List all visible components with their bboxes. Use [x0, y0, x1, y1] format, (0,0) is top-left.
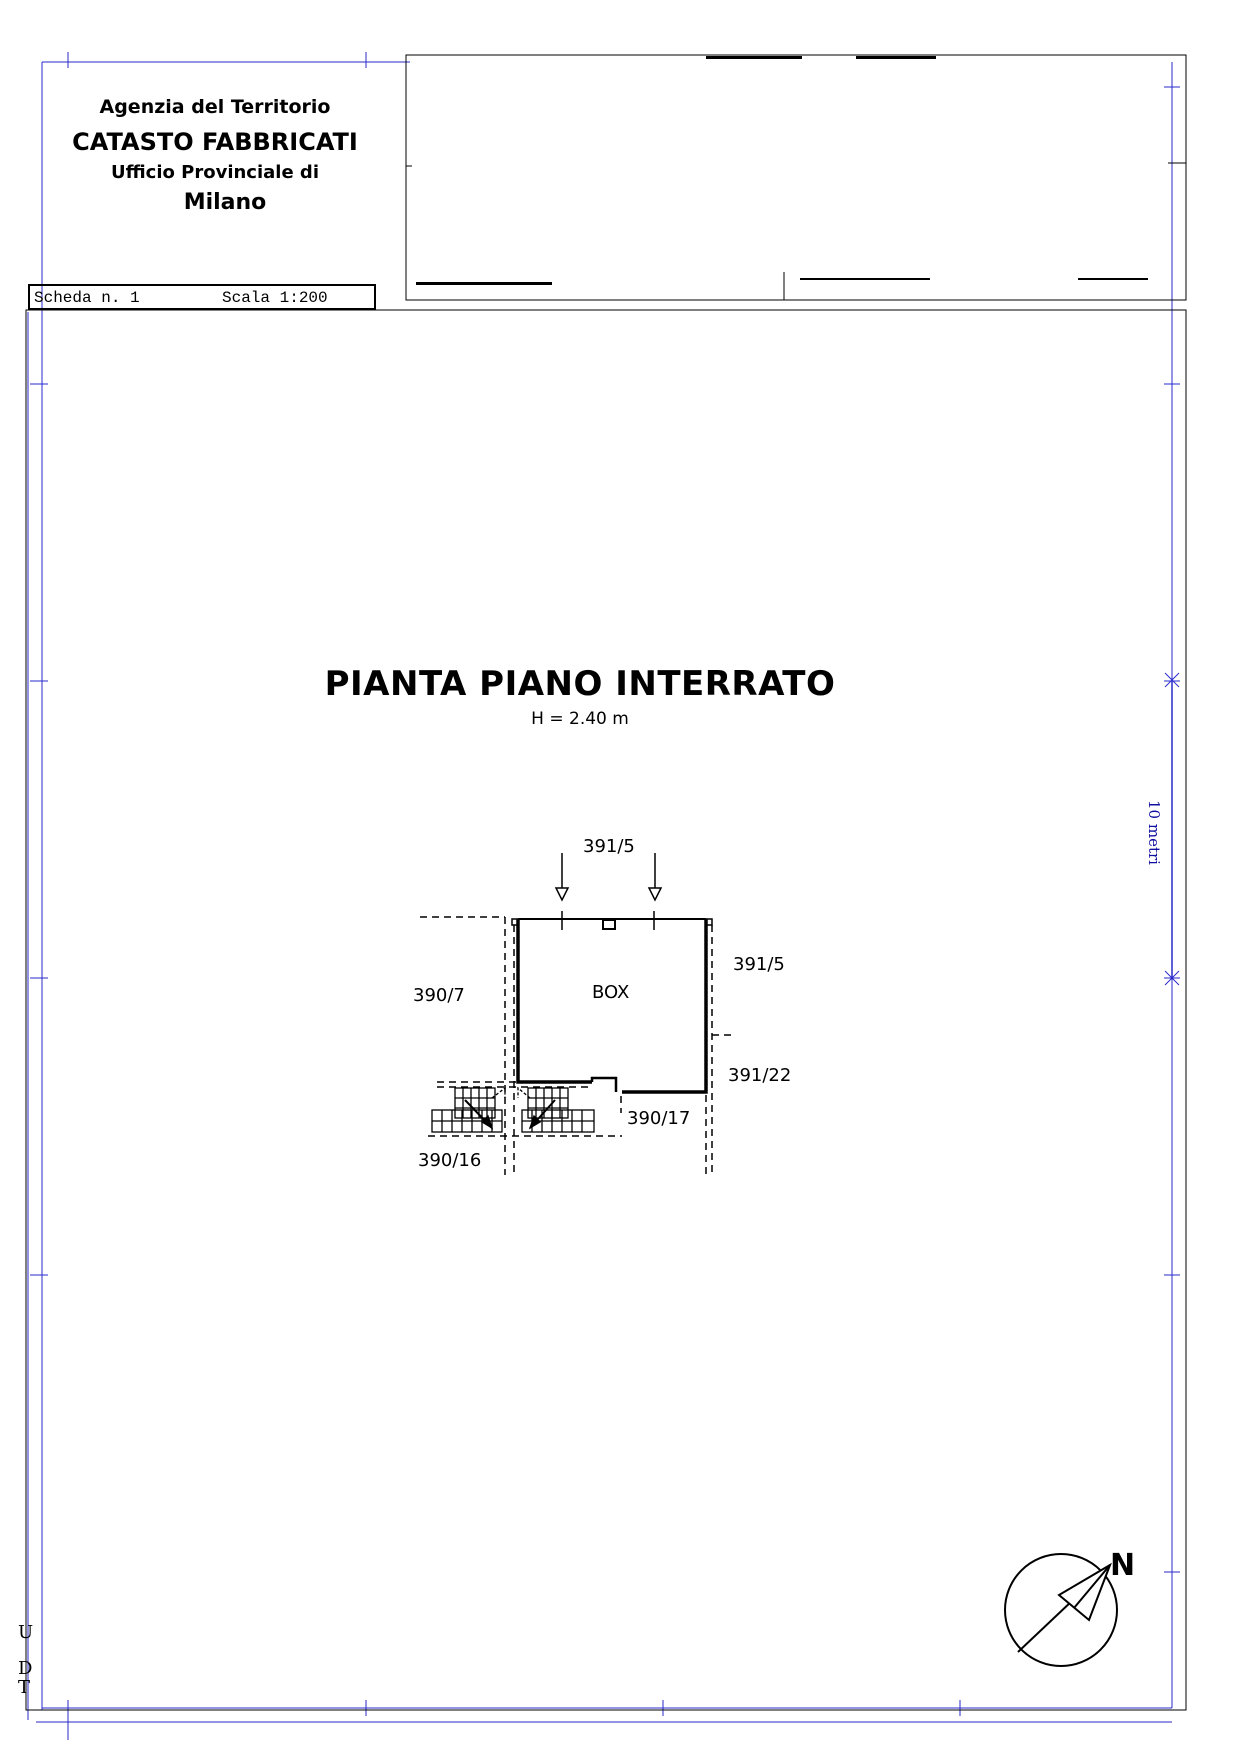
footer-fragment-3: T [18, 1677, 31, 1698]
north-label: N [1110, 1548, 1136, 1583]
label-top: 391/5 [583, 836, 635, 857]
label-bottom-left: 390/16 [418, 1150, 482, 1171]
plan-title: PIANTA PIANO INTERRATO [324, 664, 836, 704]
plan-height: H = 2.40 m [531, 709, 629, 729]
agency-name: Agenzia del Territorio [99, 96, 331, 118]
footer-fragment-1: U [18, 1622, 34, 1643]
north-arrow-icon [1005, 1554, 1117, 1666]
sheet-info-box [28, 284, 376, 310]
label-right-top: 391/5 [733, 954, 785, 975]
sheet-scale: Scala 1:200 [222, 289, 328, 307]
sheet-number: Scheda n. 1 [34, 289, 140, 307]
label-left: 390/7 [413, 985, 465, 1006]
label-bottom-mid: 390/17 [627, 1108, 691, 1129]
catasto-title: CATASTO FABBRICATI [72, 128, 358, 156]
city-name: Milano [183, 190, 267, 215]
office-label: Ufficio Provinciale di [110, 162, 319, 183]
footer-fragment-2: D [18, 1658, 33, 1679]
label-right-bottom: 391/22 [728, 1065, 792, 1086]
scale-bar-label: 10 metri [1145, 800, 1163, 865]
header-clipped-text [416, 56, 1148, 285]
room-label: BOX [592, 982, 630, 1003]
